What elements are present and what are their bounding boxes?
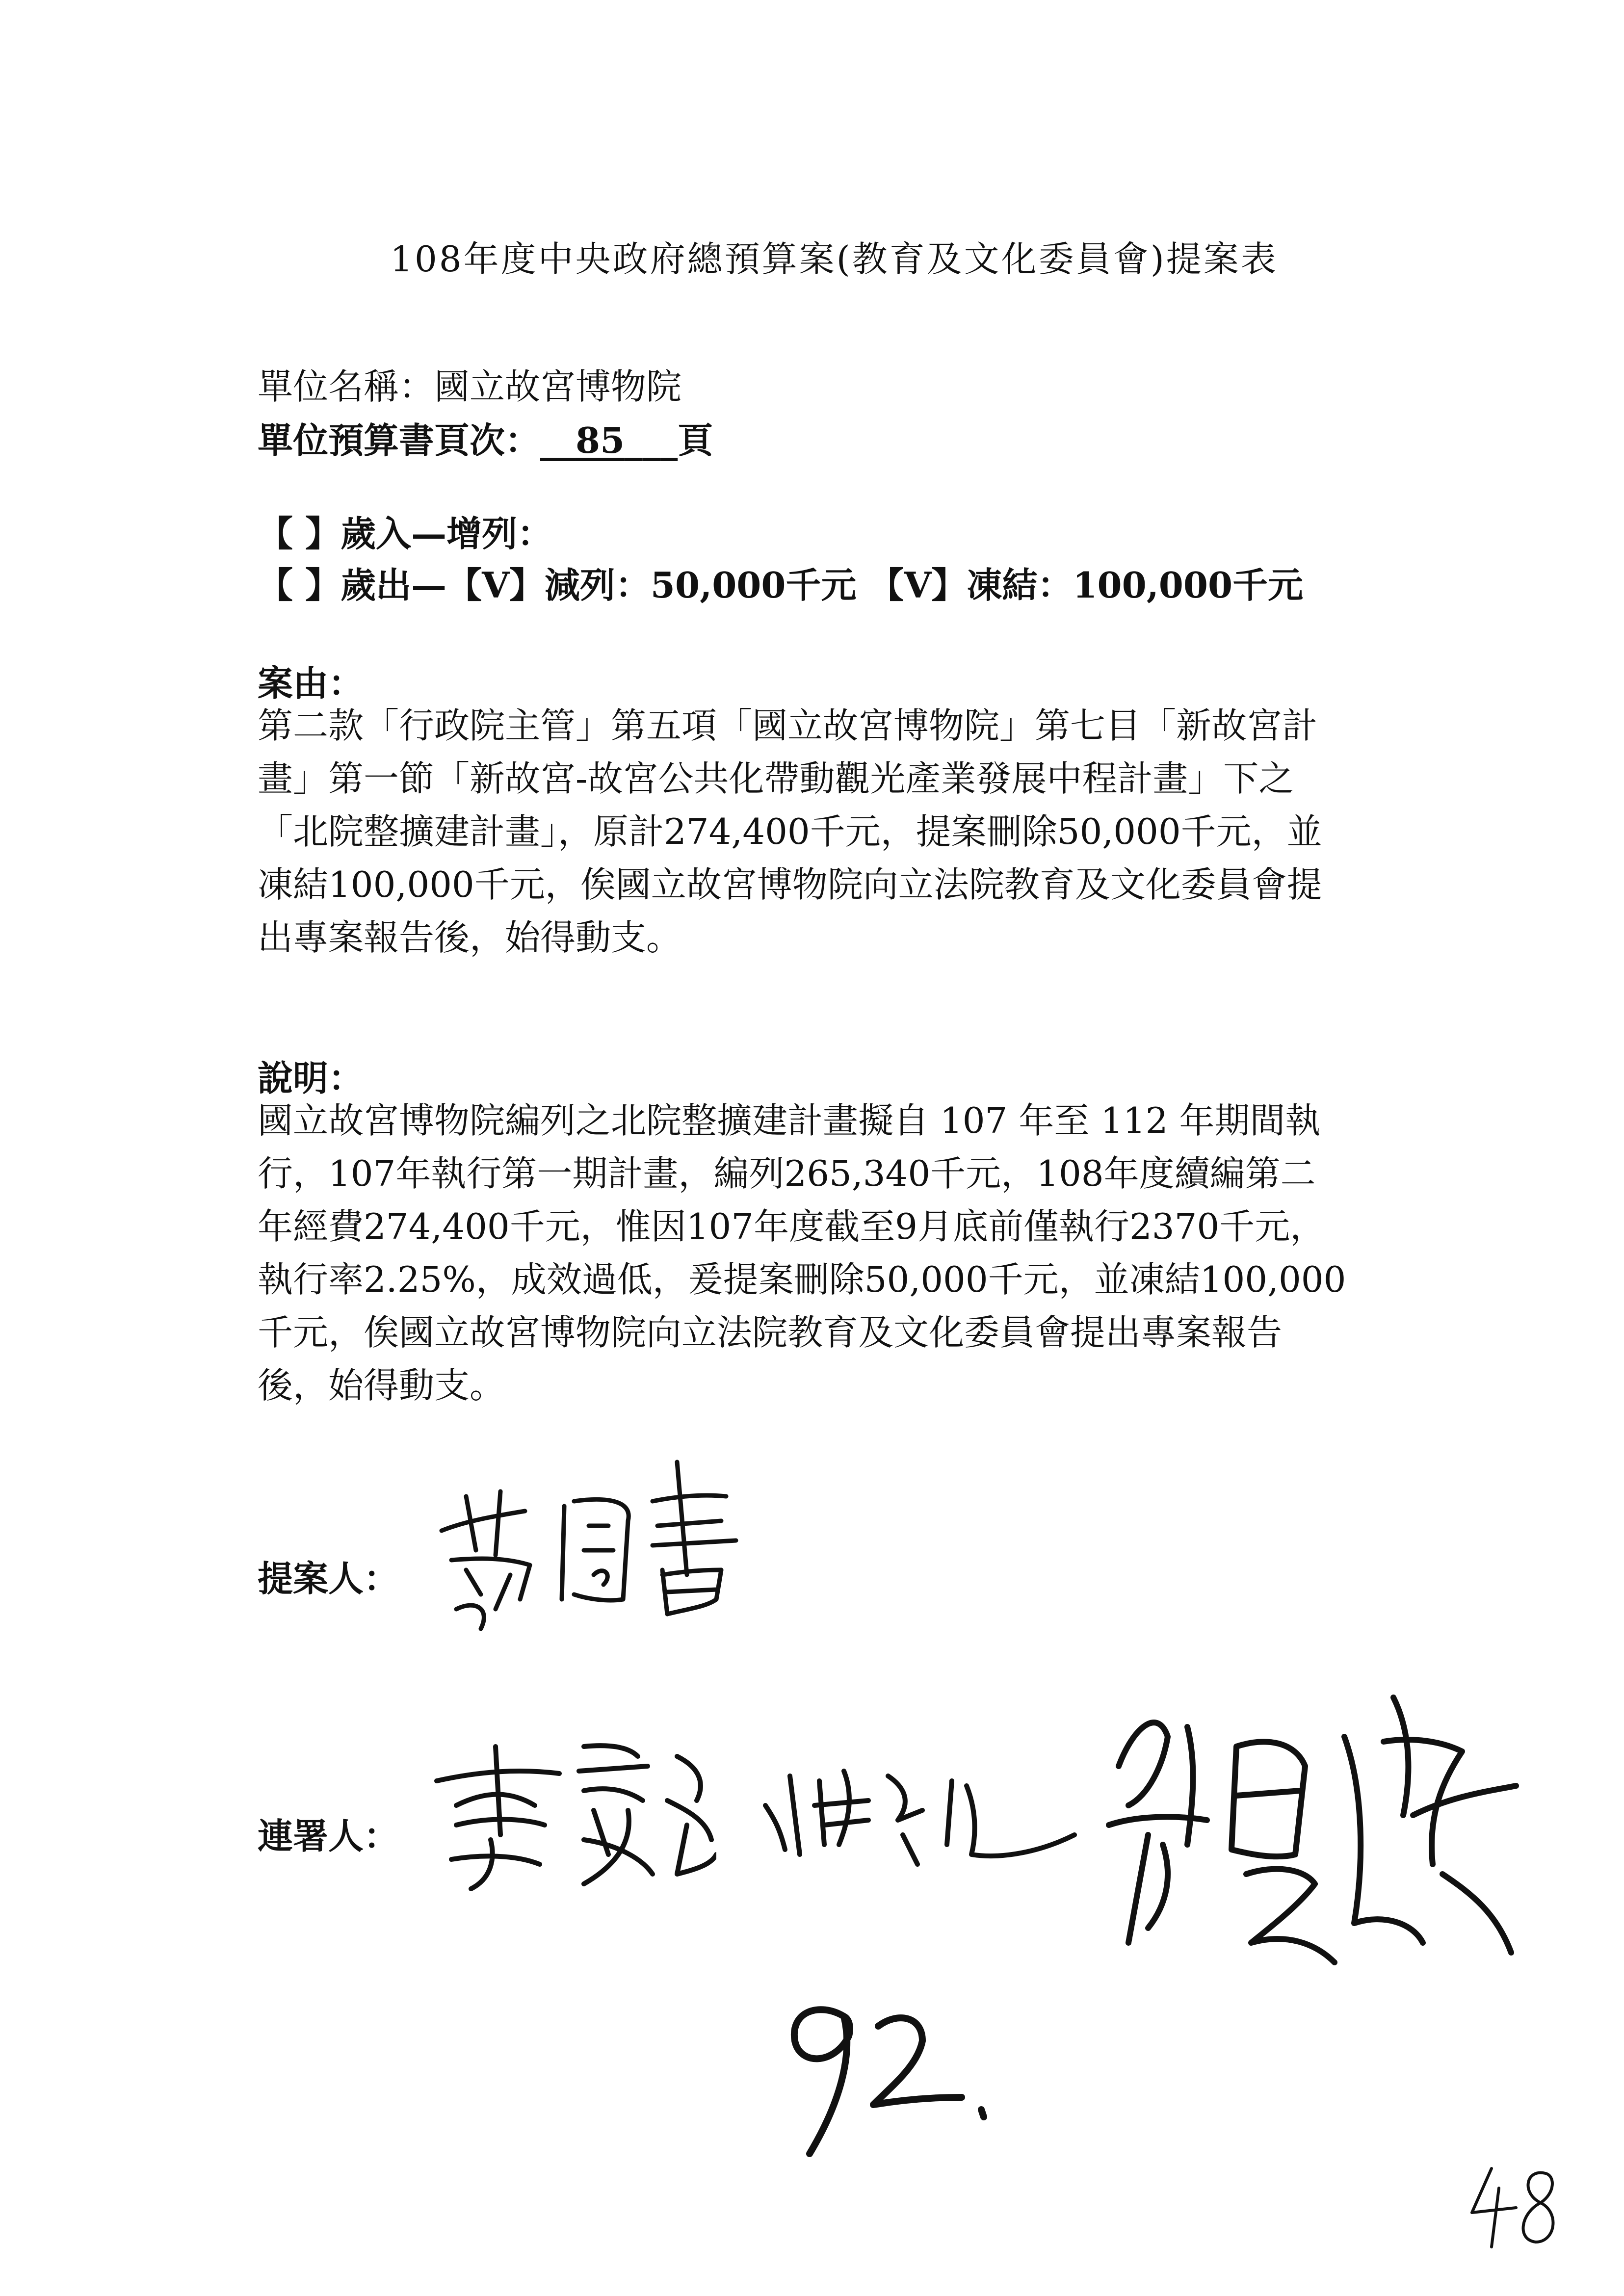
cosigners-label: 連署人： bbox=[258, 1815, 399, 1857]
unit-name-value: 國立故宮博物院 bbox=[434, 366, 682, 407]
cosigner-signature-1 bbox=[422, 1727, 716, 1905]
unit-page-label: 單位預算書頁次： bbox=[258, 419, 541, 461]
reason-heading: 案由： bbox=[258, 662, 364, 704]
unit-name-label: 單位名稱： bbox=[258, 366, 435, 407]
reason-line: 畫」第一節「新故宮-故宮公共化帶動觀光產業發展中程計畫」下之 bbox=[258, 758, 1294, 799]
cosigner-signature-2 bbox=[756, 1747, 1089, 1876]
expense-line: 【 】歲出—【V】減列：50,000千元 【V】凍結：100,000千元 bbox=[258, 564, 1304, 606]
explanation-line: 執行率2.25%，成效過低，爰提案刪除50,000千元，並凍結100,000 bbox=[258, 1259, 1346, 1300]
reason-line: 凍結100,000千元，俟國立故宮博物院向立法院教育及文化委員會提 bbox=[258, 864, 1322, 905]
explanation-line: 後，始得動支。 bbox=[258, 1365, 505, 1406]
explanation-paragraph bbox=[258, 1094, 1396, 1412]
unit-page-number: 85 bbox=[576, 419, 625, 461]
unit-name-row bbox=[258, 358, 681, 409]
document-title: 108年度中央政府總預算案(教育及文化委員會)提案表 bbox=[390, 238, 1278, 280]
revenue-line: 【 】歲入—增列： bbox=[258, 513, 553, 554]
explanation-line: 國立故宮博物院編列之北院整擴建計畫擬自 107 年至 112 年期間執 bbox=[258, 1100, 1321, 1141]
reason-line: 第二款「行政院主管」第五項「國立故宮博物院」第七目「新故宮計 bbox=[258, 705, 1318, 746]
handwritten-number bbox=[765, 1982, 1001, 2170]
unit-page-prefix: __ bbox=[540, 419, 576, 461]
reason-paragraph bbox=[258, 699, 1396, 964]
explanation-heading: 說明： bbox=[258, 1057, 364, 1099]
explanation-line: 千元，俟國立故宮博物院向立法院教育及文化委員會提出專案報告 bbox=[258, 1312, 1283, 1353]
reason-line: 「北院整擴建計畫」，原計274,400千元，提案刪除50,000千元，並 bbox=[258, 811, 1322, 852]
cosigner-signature-3 bbox=[1089, 1668, 1531, 2004]
reason-line: 出專案報告後，始得動支。 bbox=[258, 917, 682, 958]
explanation-line: 行，107年執行第一期計畫，編列265,340千元，108年度續編第二 bbox=[258, 1153, 1316, 1194]
unit-page-row bbox=[258, 412, 713, 463]
unit-page-suffix: ___頁 bbox=[625, 419, 713, 461]
proposer-signature bbox=[422, 1452, 765, 1641]
handwritten-page-number bbox=[1462, 2159, 1570, 2259]
explanation-line: 年經費274,400千元，惟因107年度截至9月底前僅執行2370千元， bbox=[258, 1206, 1326, 1247]
proposer-label: 提案人： bbox=[258, 1558, 399, 1599]
